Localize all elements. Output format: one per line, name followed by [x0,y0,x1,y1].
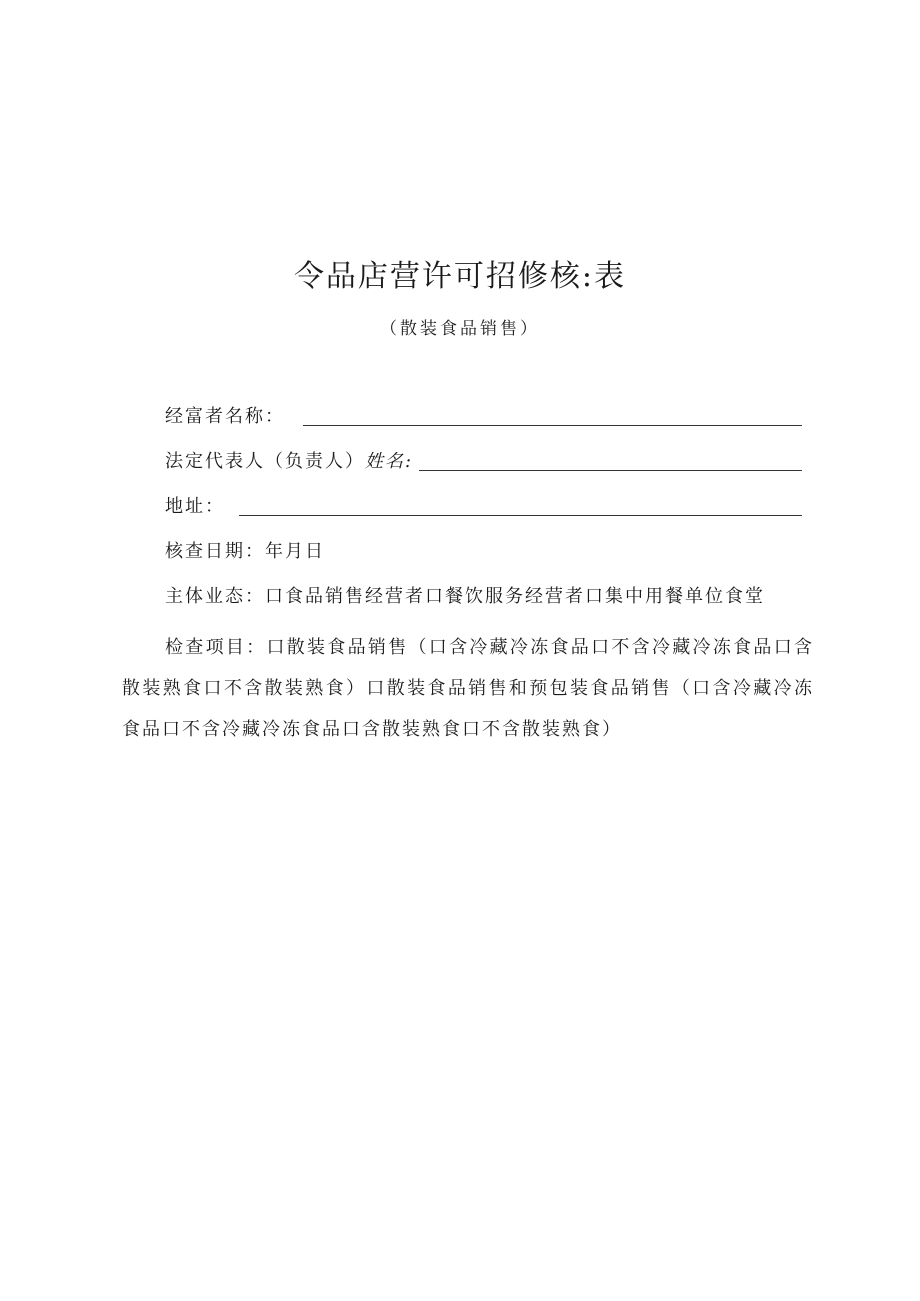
check-items-label: 检查项目： [165,637,267,658]
entity-type-label: 主体业态： [165,586,265,607]
entity-type-row [165,580,802,610]
entity-type-options[interactable]: 口食品销售经营者口餐饮服务经营者口集中用餐单位食堂 [265,586,765,607]
check-items-paragraph [122,627,814,750]
operator-name-row [165,400,802,430]
legal-rep-name-blank-line[interactable] [419,470,802,471]
check-date-label: 核查日期：年月日 [165,541,325,562]
operator-name-blank-line[interactable] [303,425,802,426]
check-items-text[interactable]: 口散装食品销售（口含冷藏冷冻食品口不含冷藏冷冻食品口含散装熟食口不含散装熟食）口散装食品销售和预包装食品销售（口含冷藏冷冻食品口不含冷藏冷冻食品口含散装熟食口不含散装熟食） [122,637,814,740]
check-date-row [165,535,802,565]
legal-rep-label: 法定代表人（负责人） [165,451,365,472]
address-label: 地址： [165,496,225,517]
document-subtitle: （散装食品销售） [380,319,540,339]
document-title: 令品店营许可招修核:表 [293,259,627,294]
address-blank-line[interactable] [239,515,802,516]
address-row [165,490,802,520]
legal-rep-name-label: 姓名: [365,451,414,472]
operator-name-label: 经富者名称： [165,406,285,427]
legal-rep-row [165,445,802,475]
